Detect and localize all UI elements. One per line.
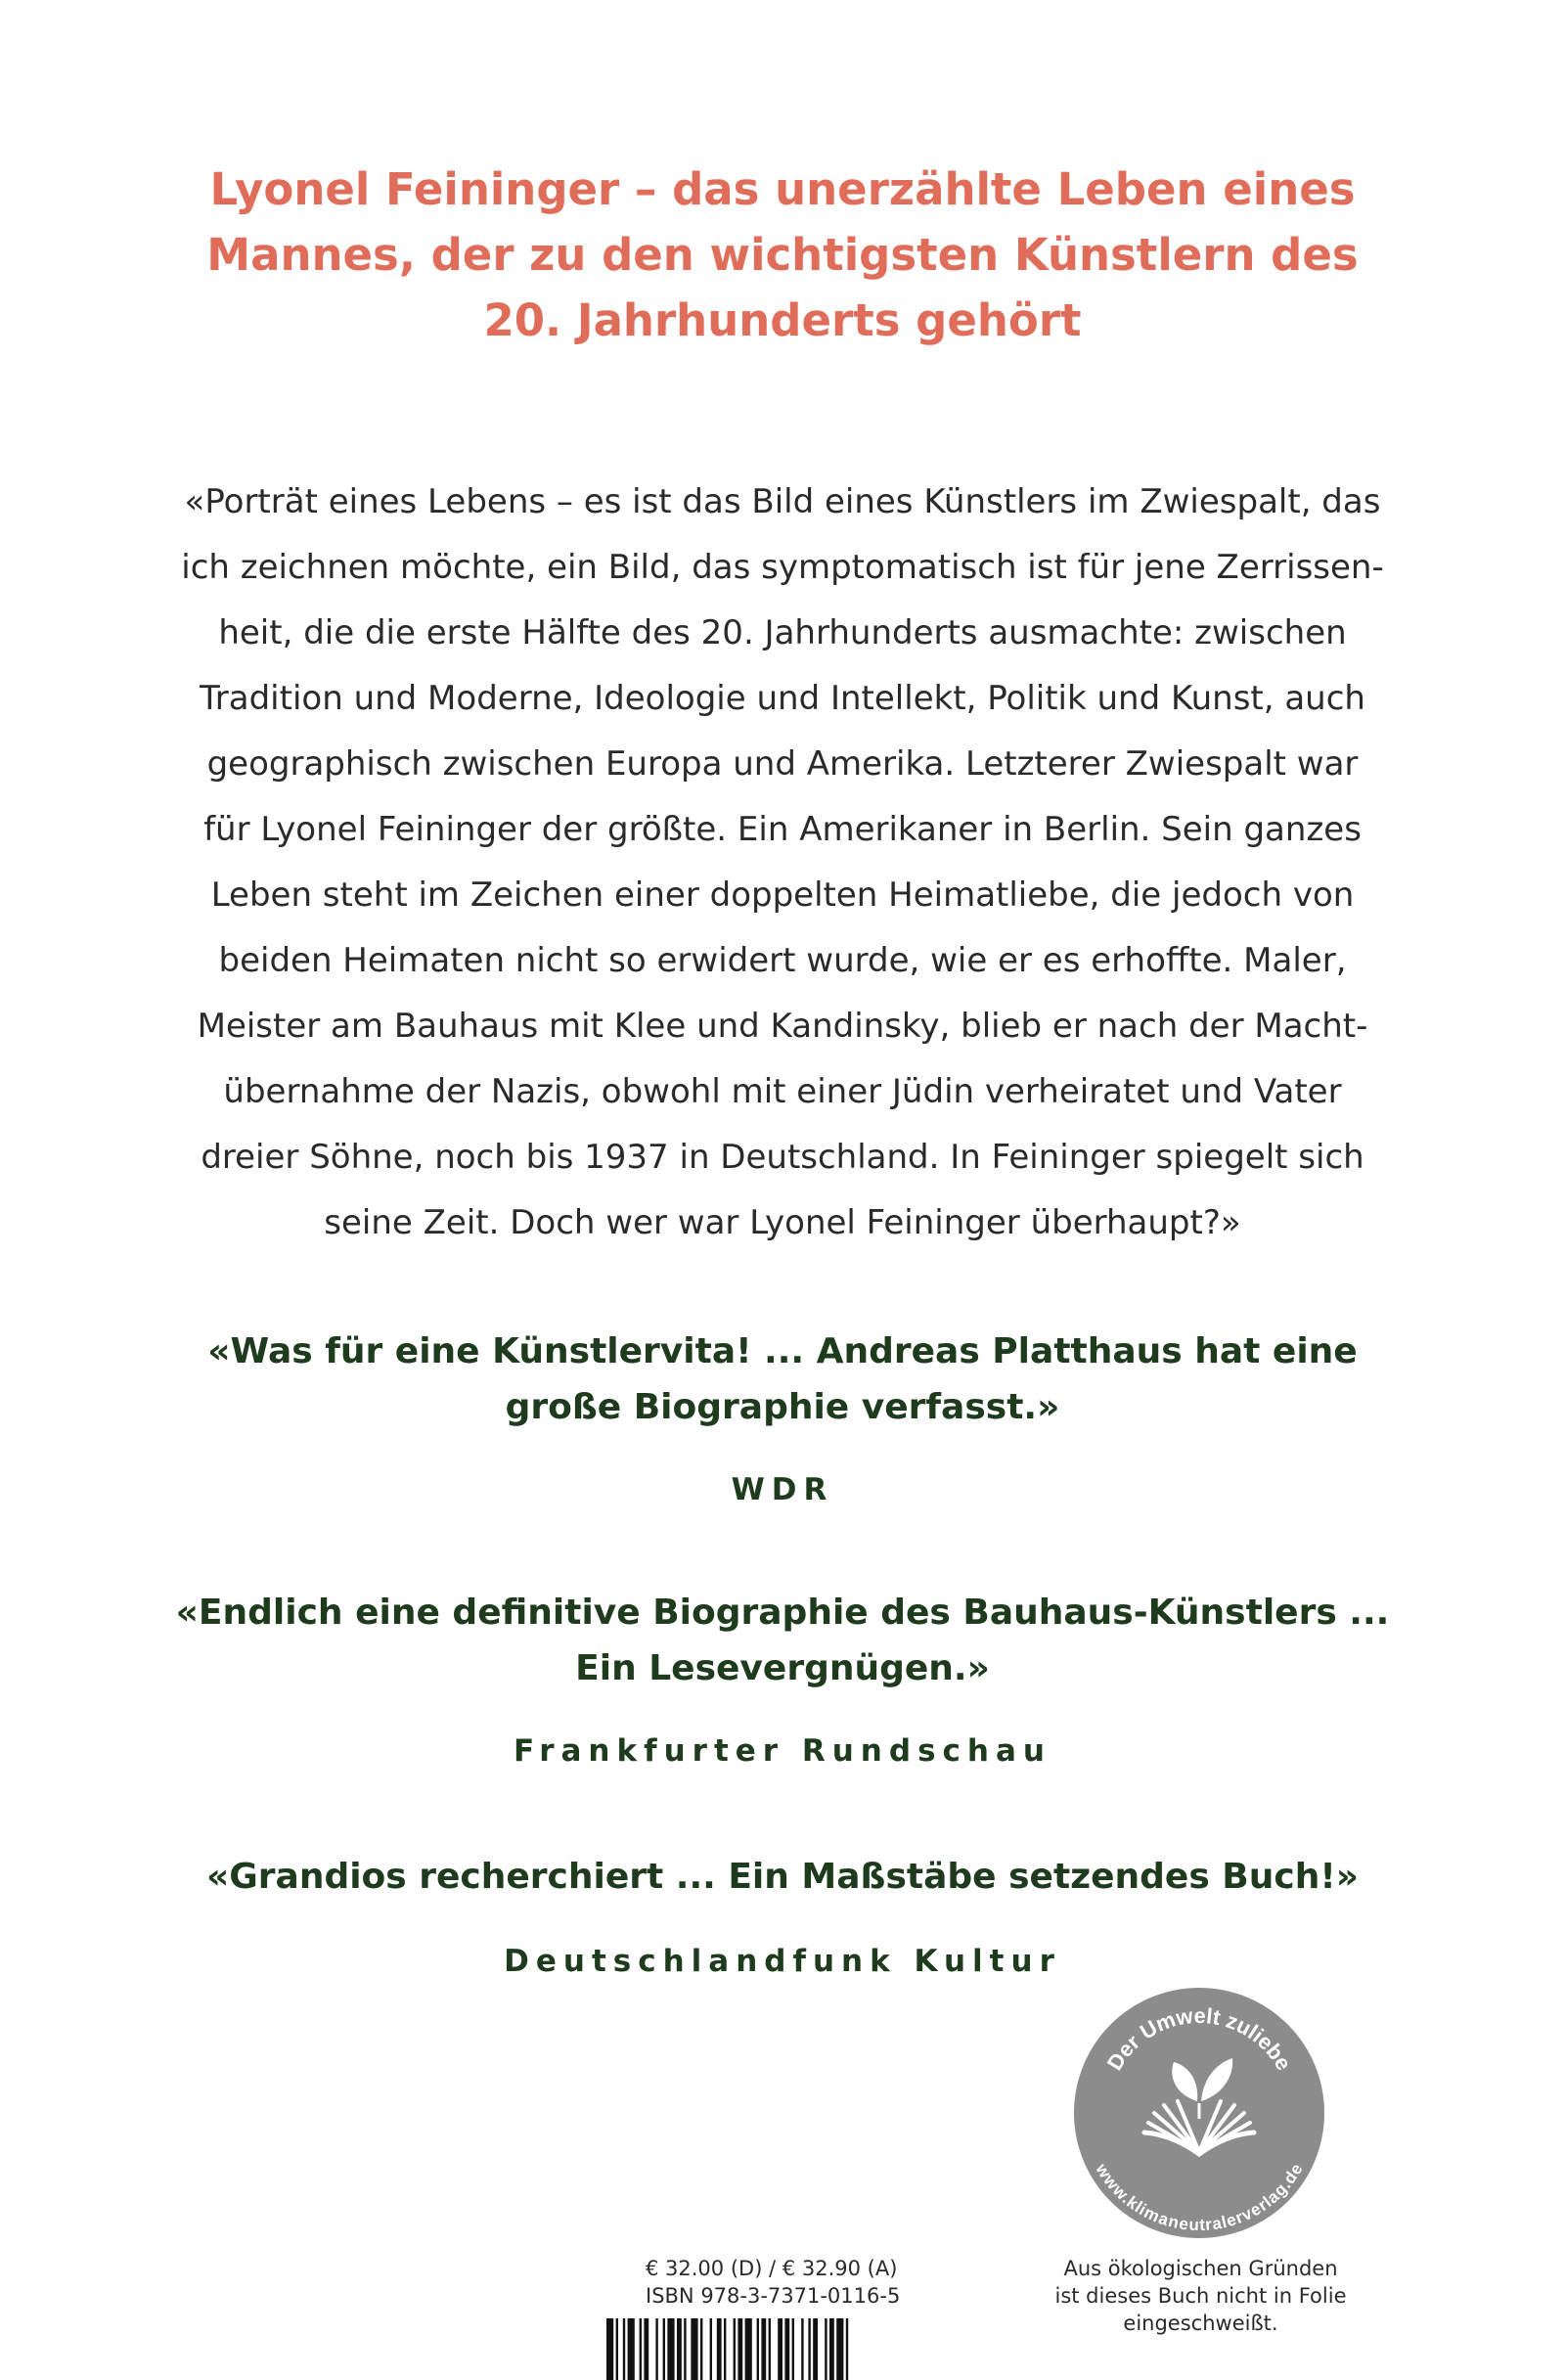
headline-line: Lyonel Feininger – das unerzählte Leben eines <box>209 163 1356 215</box>
review-quote-frankfurter-rundschau <box>98 1585 1467 1696</box>
eco-badge <box>1072 1986 1326 2240</box>
description-line: übernahme der Nazis, obwohl mit einer Jüdin verheiratet und Vater <box>223 1072 1342 1111</box>
description-paragraph <box>137 470 1428 1256</box>
quote-line: «Grandios recherchiert ... Ein Maßstäbe setzendes Buch!» <box>205 1857 1360 1897</box>
barcode-bar <box>778 2318 782 2380</box>
barcode-bar <box>684 2318 686 2380</box>
quote-source-frankfurter-rundschau: Frankfurter Rundschau <box>514 1733 1051 1769</box>
barcode-bar <box>846 2318 848 2380</box>
barcode-bar <box>769 2318 771 2380</box>
barcode-bar <box>710 2318 712 2380</box>
barcode-bar <box>700 2318 702 2380</box>
barcode-bar <box>761 2318 766 2380</box>
description-line: «Porträt eines Lebens – es ist das Bild eines Künstlers im Zwiespalt, das <box>184 482 1381 521</box>
barcode-bar <box>734 2318 736 2380</box>
barcode-bar <box>745 2318 752 2380</box>
barcode-bar <box>655 2318 657 2380</box>
description-line: beiden Heimaten nicht so erwidert wurde, wie er es erhoffte. Maler, <box>218 941 1347 980</box>
quote-line: «Was für eine Künstlervita! ... Andreas Platthaus hat eine <box>207 1331 1358 1371</box>
barcode-bar <box>738 2318 742 2380</box>
headline <box>147 157 1418 353</box>
description-line: Leben steht im Zeichen einer doppelten Heimatliebe, die jedoch von <box>210 876 1355 915</box>
description-line: für Lyonel Feininger der größte. Ein Amerikaner in Berlin. Sein ganzes <box>203 810 1362 849</box>
barcode-bar <box>757 2318 759 2380</box>
barcode-bar <box>677 2318 682 2380</box>
quote-source-deutschlandfunk: Deutschlandfunk Kultur <box>504 1944 1061 1979</box>
description-line: geographisch zwischen Europa und Amerika. Letzterer Zwiespalt war <box>206 744 1359 784</box>
description-line: Tradition und Moderne, Ideologie und Intellekt, Politik und Kunst, auch <box>200 679 1365 718</box>
quote-line: «Endlich eine definitive Biographie des Bauhaus-Künstlers ... <box>175 1593 1390 1633</box>
barcode-bar <box>792 2318 794 2380</box>
eco-note-line: eingeschweißt. <box>1123 2312 1278 2335</box>
description-line: seine Zeit. Doch wer war Lyonel Feininger überhaupt?» <box>324 1203 1241 1242</box>
quote-line: große Biographie verfasst.» <box>505 1387 1060 1427</box>
description-line: heit, die die erste Hälfte des 20. Jahrhunderts ausmachte: zwischen <box>218 613 1347 652</box>
barcode-bar <box>606 2318 613 2380</box>
barcode-bar <box>813 2318 818 2380</box>
description-line: dreier Söhne, noch bis 1937 in Deutschland. In Feininger spiegelt sich <box>201 1138 1364 1177</box>
eco-note-line: Aus ökologischen Gründen <box>1063 2257 1338 2280</box>
quote-line: Ein Lesevergnügen.» <box>575 1648 990 1688</box>
barcode-bar <box>663 2318 665 2380</box>
barcode-bar <box>644 2318 648 2380</box>
isbn-text: ISBN 978-3-7371-0116-5 <box>646 2284 901 2308</box>
barcode-bar <box>784 2318 789 2380</box>
headline-line: Mannes, der zu den wichtigsten Künstlern des <box>206 229 1359 281</box>
description-line: ich zeichnen möchte, ein Bild, das symptomatisch ist für jene Zerrissen- <box>181 548 1384 587</box>
barcode-bar <box>836 2318 843 2380</box>
price-text: € 32.00 (D) / € 32.90 (A) <box>646 2257 898 2280</box>
barcode <box>606 2318 929 2380</box>
review-quote-deutschlandfunk <box>98 1849 1467 1905</box>
barcode-bar <box>829 2318 834 2380</box>
headline-line: 20. Jahrhunderts gehört <box>483 294 1082 346</box>
description-line: Meister am Bauhaus mit Klee und Kandinsky, blieb er nach der Macht- <box>197 1007 1368 1046</box>
badge-top-text: Der Umwelt zuliebe <box>1101 2002 1297 2075</box>
quote-source-wdr: WDR <box>731 1472 834 1507</box>
barcode-bar <box>640 2318 642 2380</box>
barcode-bar <box>667 2318 674 2380</box>
barcode-bar <box>801 2318 803 2380</box>
eco-note <box>1007 2255 1394 2337</box>
barcode-bar <box>616 2318 618 2380</box>
review-quote-wdr <box>98 1324 1467 1435</box>
barcode-bar <box>623 2318 625 2380</box>
barcode-bar <box>691 2318 697 2380</box>
badge-bottom-text: www.klimaneutralerverlag.de <box>1092 2160 1307 2235</box>
barcode-bar <box>628 2318 635 2380</box>
barcode-bar <box>717 2318 722 2380</box>
barcode-bar <box>825 2318 827 2380</box>
barcode-bar <box>724 2318 726 2380</box>
eco-note-line: ist dieses Buch nicht in Folie <box>1054 2284 1347 2308</box>
barcode-bar <box>808 2318 810 2380</box>
price-block <box>646 2255 900 2310</box>
